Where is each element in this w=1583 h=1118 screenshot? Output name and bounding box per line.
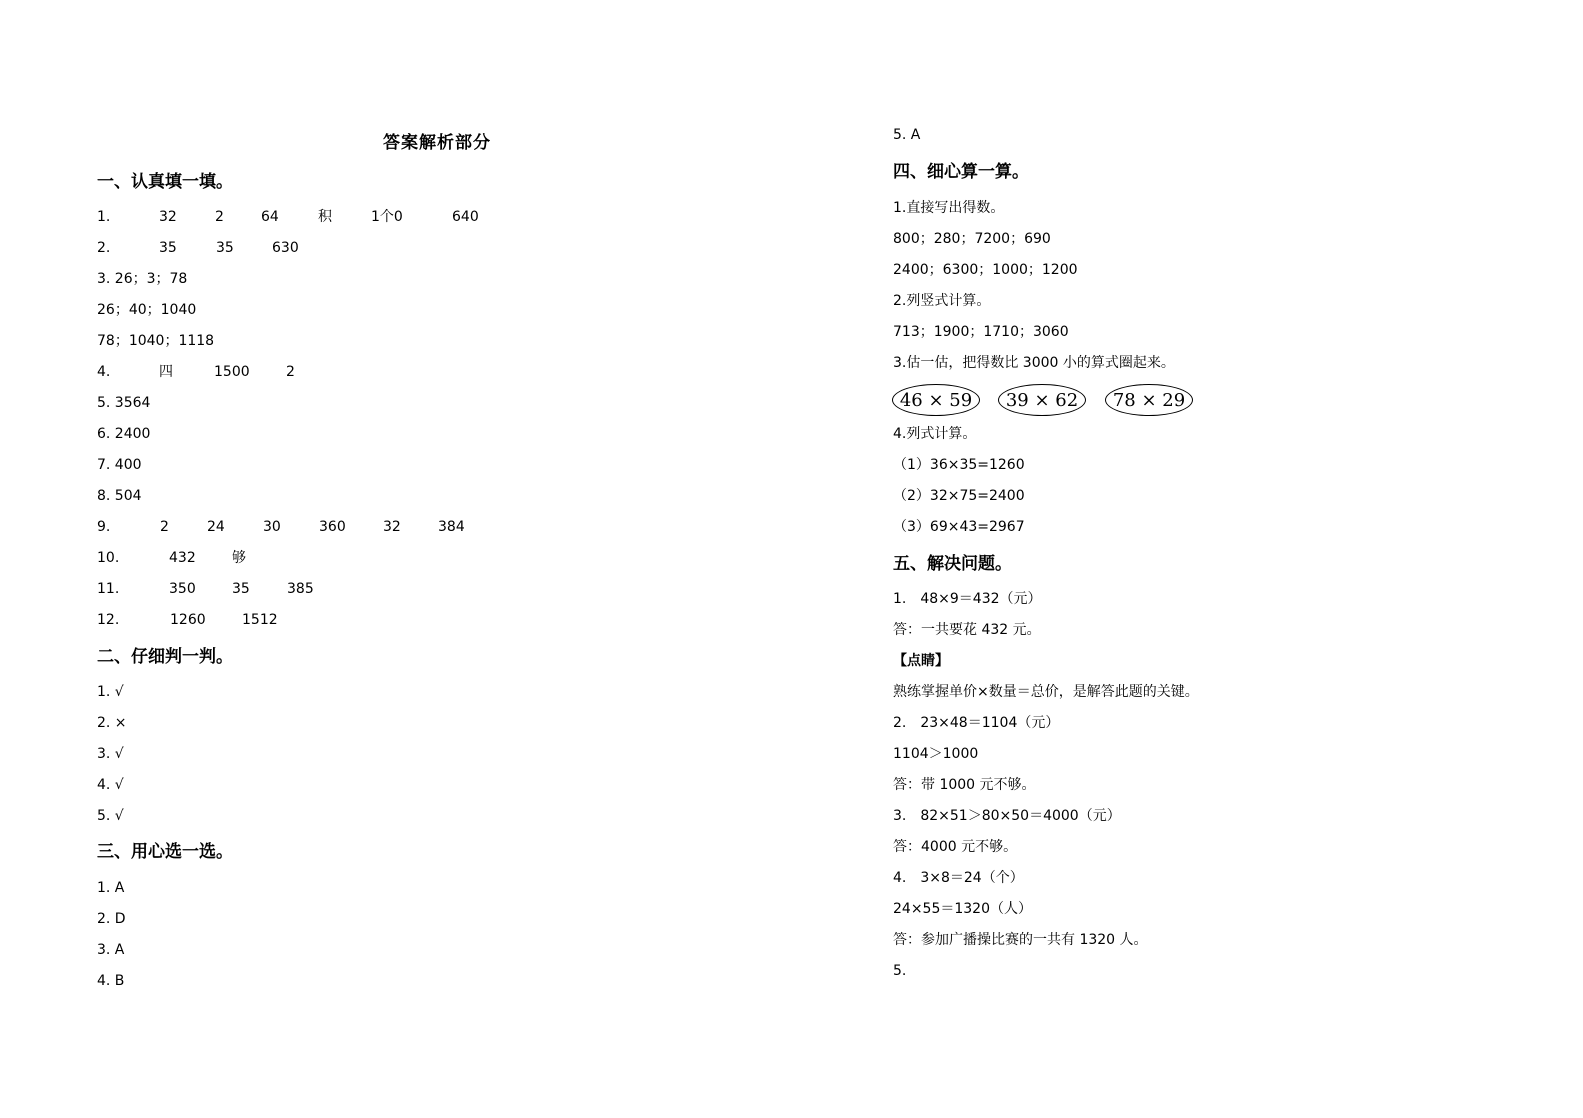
answer-row: 3. A: [97, 942, 125, 958]
answer-row: （2）32×75=2400: [893, 488, 1025, 504]
answer-value: 384: [438, 519, 465, 535]
section-choice-heading: 三、用心选一选。: [97, 842, 233, 862]
answer-value: 24: [207, 519, 225, 535]
answer-row: 1. √: [97, 684, 124, 700]
answer-value: 30: [263, 519, 281, 535]
answer-value: 够: [232, 550, 246, 566]
answer-value: 积: [318, 209, 332, 225]
answer-value: 1500: [214, 364, 250, 380]
item-number: 1.: [97, 209, 111, 225]
answer-row: 3. √: [97, 746, 124, 762]
answer-row: 2400；6300；1000；1200: [893, 262, 1078, 278]
answer-row: 713；1900；1710；3060: [893, 324, 1069, 340]
answer-row: 4. 3×8＝24（个）: [893, 870, 1024, 886]
question-label: 4.列式计算。: [893, 426, 977, 442]
answer-value: 350: [169, 581, 196, 597]
answer-row: 1. 48×9＝432（元）: [893, 591, 1042, 607]
item-number: 2.: [97, 240, 111, 256]
tip-label: 【点睛】: [893, 653, 949, 669]
answer-row: 6. 2400: [97, 426, 151, 442]
answer-value: 640: [452, 209, 479, 225]
answer-row: 5. √: [97, 808, 124, 824]
answer-row: 4. B: [97, 973, 125, 989]
answer-row: 1. A: [97, 880, 125, 896]
answer-value: 32: [383, 519, 401, 535]
answer-row: 1104＞1000: [893, 746, 979, 762]
item-number: 10.: [97, 550, 120, 566]
answer-row: （3）69×43=2967: [893, 519, 1025, 535]
answer-value: 385: [287, 581, 314, 597]
answer-row: 2. 23×48＝1104（元）: [893, 715, 1060, 731]
answer-row: 2. D: [97, 911, 126, 927]
answer-row: 3. 26；3；78: [97, 271, 188, 287]
answer-row: （1）36×35=1260: [893, 457, 1025, 473]
section-calculate-heading: 四、细心算一算。: [893, 162, 1029, 182]
answer-row: 5.: [893, 963, 907, 979]
answer-row: 2. ×: [97, 715, 127, 731]
question-label: 2.列竖式计算。: [893, 293, 991, 309]
answer-value: 35: [216, 240, 234, 256]
answer-value: 32: [159, 209, 177, 225]
item-number: 4.: [97, 364, 111, 380]
section-problems-heading: 五、解决问题。: [893, 554, 1012, 574]
answer-value: 1512: [242, 612, 278, 628]
tip-text: 熟练掌握单价×数量＝总价，是解答此题的关键。: [893, 684, 1199, 700]
question-label: 3.估一估，把得数比 3000 小的算式圈起来。: [893, 355, 1175, 371]
answer-value: 2: [286, 364, 295, 380]
item-number: 11.: [97, 581, 120, 597]
answer-row: 800；280；7200；690: [893, 231, 1051, 247]
answer-value: 四: [159, 364, 173, 380]
answer-value: 630: [272, 240, 299, 256]
answer-value: 35: [232, 581, 250, 597]
question-label: 1.直接写出得数。: [893, 200, 1005, 216]
answer-value: 1个0: [371, 209, 403, 225]
answer-row: 7. 400: [97, 457, 142, 473]
circled-expression: 78 × 29: [1105, 384, 1193, 416]
answer-row: 24×55＝1320（人）: [893, 901, 1032, 917]
circled-expression: 46 × 59: [892, 384, 980, 416]
answer-value: 2: [160, 519, 169, 535]
answer-row: 答：带 1000 元不够。: [893, 777, 1036, 793]
answer-row: 3. 82×51＞80×50＝4000（元）: [893, 808, 1121, 824]
answer-value: 1260: [170, 612, 206, 628]
section-judge-heading: 二、仔细判一判。: [97, 647, 233, 667]
answer-row: 答：4000 元不够。: [893, 839, 1018, 855]
answer-row: 8. 504: [97, 488, 142, 504]
page-title: 答案解析部分: [383, 133, 491, 153]
answer-row: 5. 3564: [97, 395, 151, 411]
answer-value: 432: [169, 550, 196, 566]
answer-value: 64: [261, 209, 279, 225]
answer-value: 35: [159, 240, 177, 256]
answer-row: 5. A: [893, 127, 921, 143]
section-fill-in-heading: 一、认真填一填。: [97, 172, 233, 192]
answer-row: 4. √: [97, 777, 124, 793]
answer-row: 78；1040；1118: [97, 333, 215, 349]
circled-expression: 39 × 62: [998, 384, 1086, 416]
answer-value: 360: [319, 519, 346, 535]
answer-row: 答：一共要花 432 元。: [893, 622, 1041, 638]
answer-row: 答：参加广播操比赛的一共有 1320 人。: [893, 932, 1148, 948]
item-number: 9.: [97, 519, 111, 535]
item-number: 12.: [97, 612, 120, 628]
answer-value: 2: [215, 209, 224, 225]
answer-row: 26；40；1040: [97, 302, 197, 318]
